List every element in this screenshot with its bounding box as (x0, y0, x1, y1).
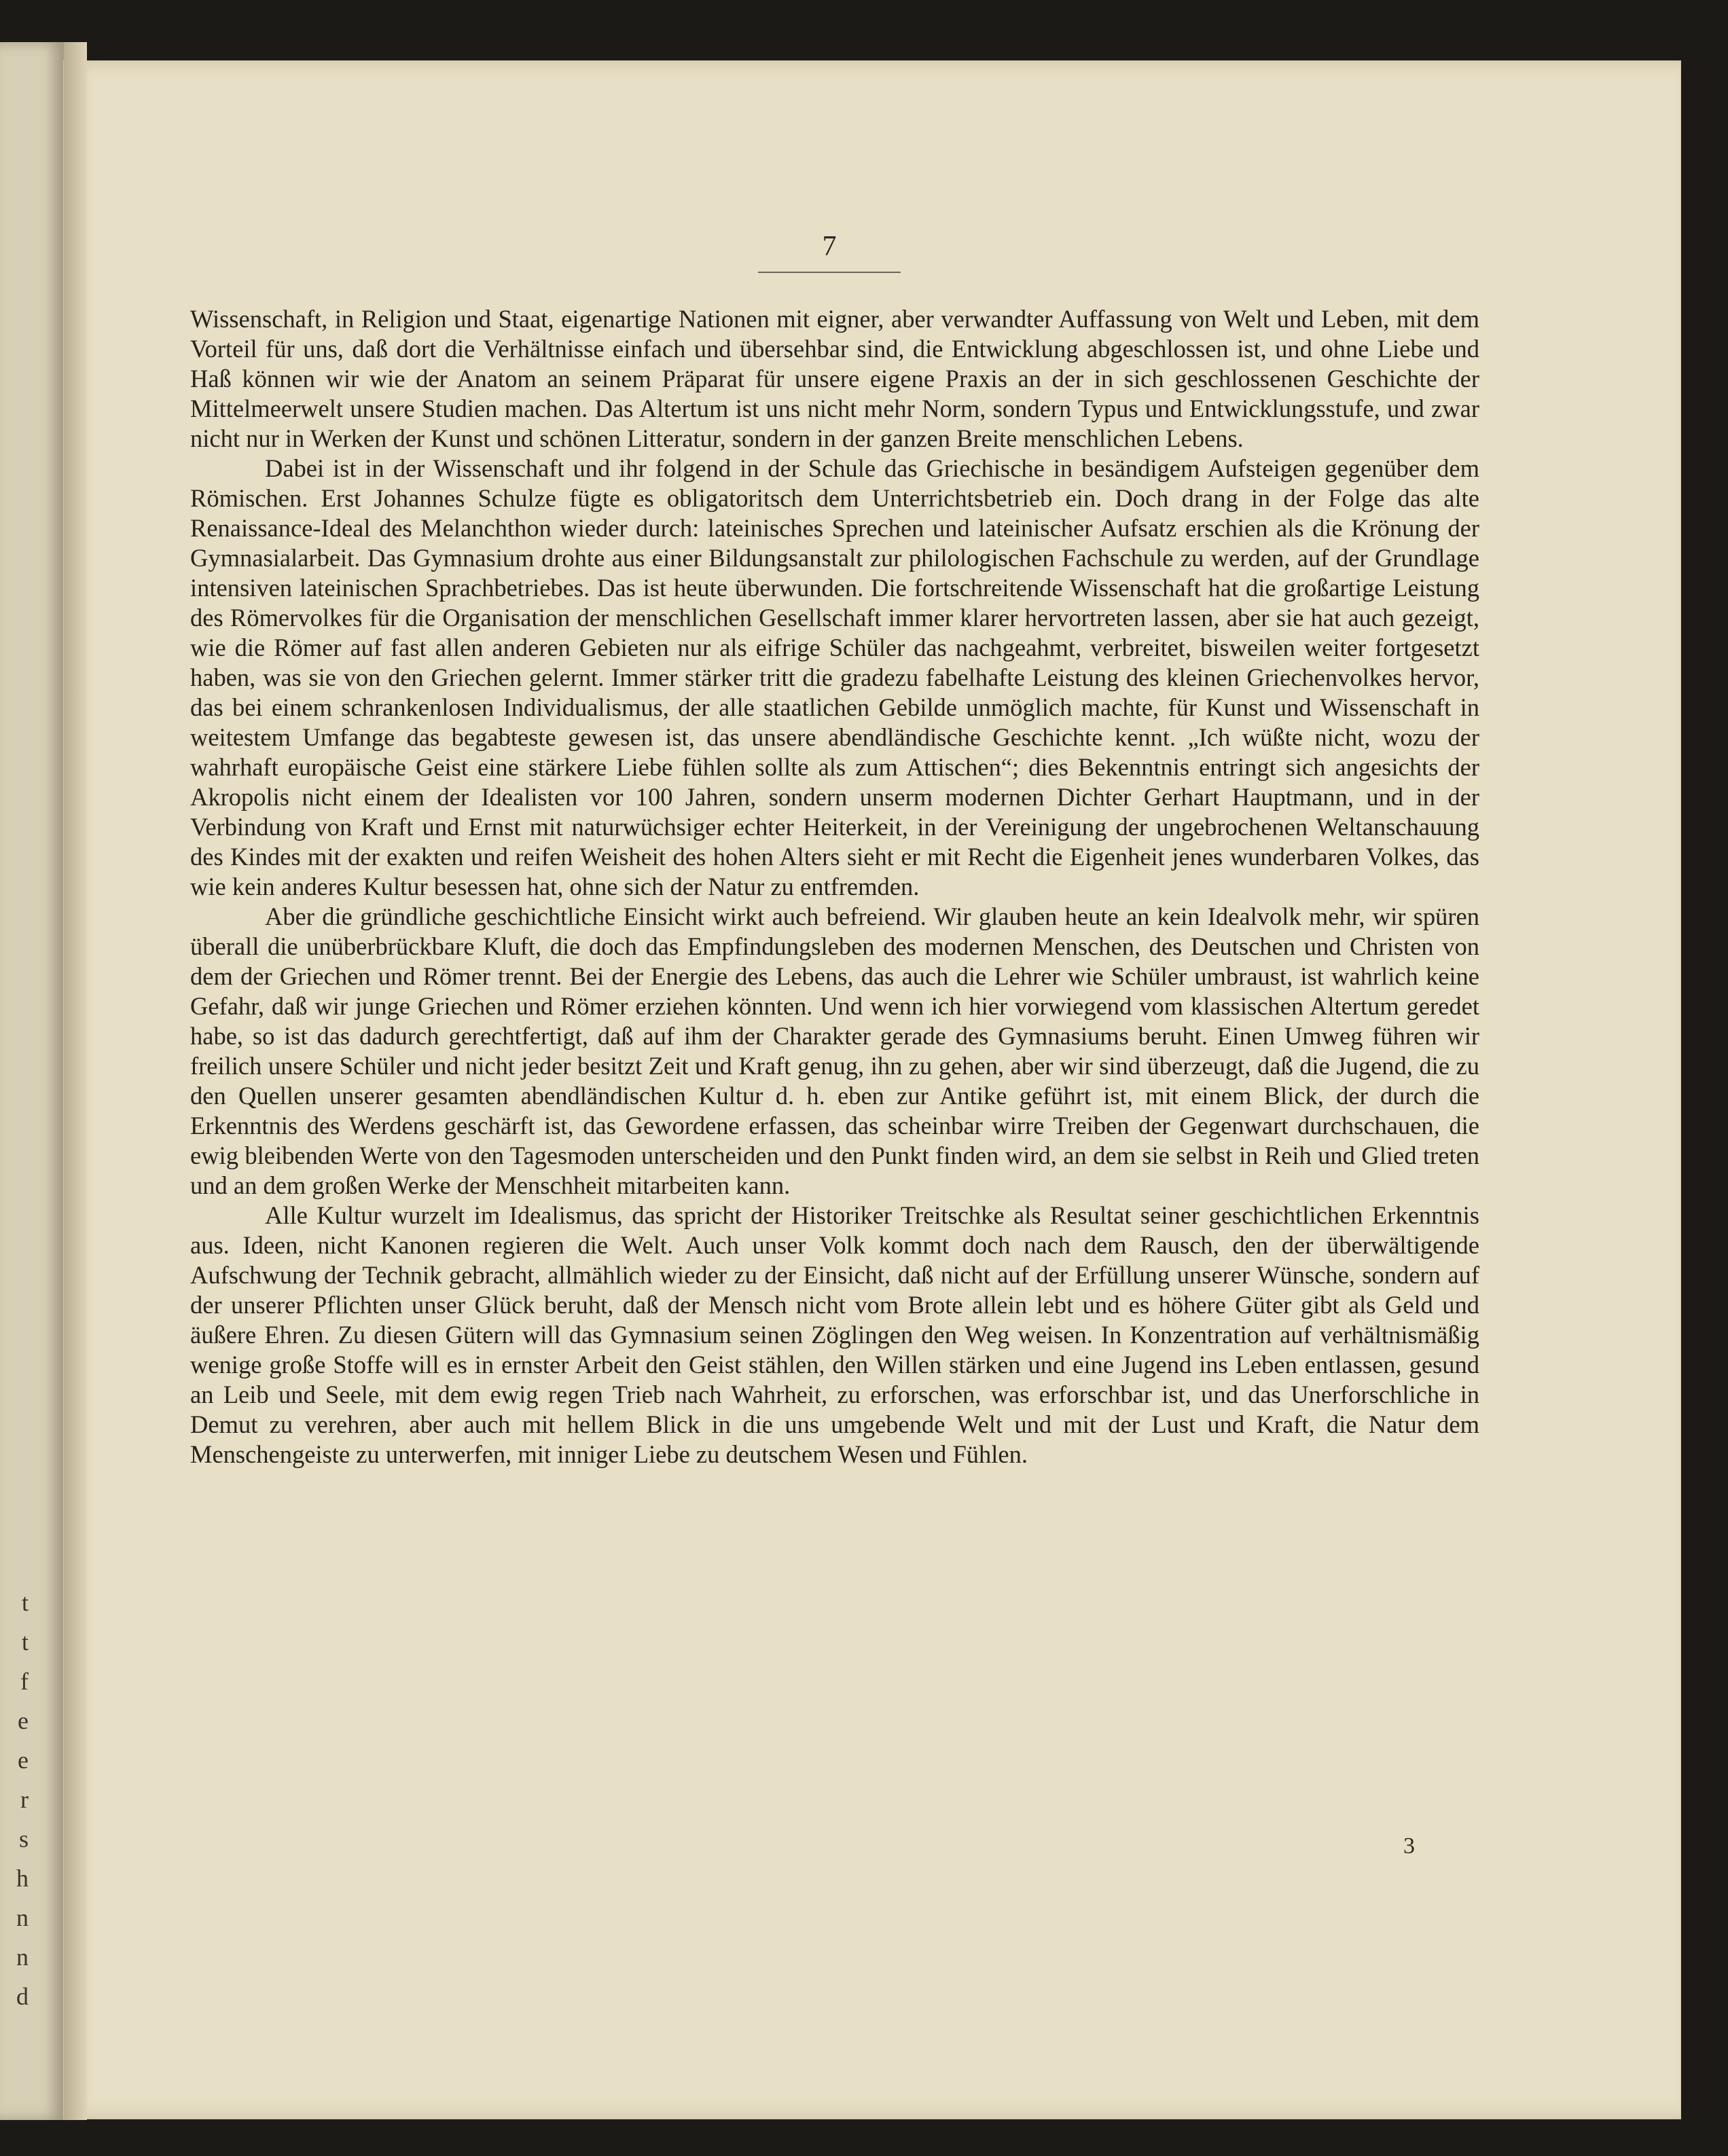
facing-letter: t (21, 1589, 29, 1616)
page-number: 7 (822, 231, 837, 262)
paragraph: Wissenschaft, in Religion und Staat, eigenartige Nationen mit eigner, aber verwandter Auffassung von Welt und Leben, mit dem Vorteil für uns, daß dort die Verhältnisse einfach und übersehbar sind, die Entwicklung abgeschlossen ist, und ohne Liebe und Haß können wir wie der Anatom an seinem Präparat für unsere eigene Praxis an der in sich geschlossenen Geschichte der Mittelmeerwelt unsere Studien machen. Das Altertum ist uns nicht mehr Norm, sondern Typus und Entwicklungsstufe, und zwar nicht nur in Werken der Kunst und schönen Litteratur, sondern in der ganzen Breite menschlichen Lebens. (190, 305, 1479, 452)
facing-letter: s (18, 1825, 29, 1852)
facing-letter: e (18, 1747, 29, 1774)
facing-letter: t (21, 1628, 29, 1656)
facing-letter: r (20, 1786, 29, 1813)
facing-page-letters (1, 1590, 29, 2009)
page-gutter (64, 42, 87, 2120)
facing-letter: n (16, 1943, 29, 1971)
facing-letter: n (16, 1904, 29, 1931)
page-header (751, 230, 907, 273)
facing-letter: f (20, 1668, 29, 1695)
facing-letter: d (16, 1983, 29, 2010)
paragraph: Aber die gründliche geschichtliche Einsicht wirkt auch befreiend. Wir glauben heute an kein Idealvolk mehr, wir spüren überall die unüberbrückbare Kluft, die doch das Empfindungsleben des modernen Menschen, des Deutschen und Christen von dem der Griechen und Römer trennt. Bei der Energie des Lebens, das auch die Lehrer wie Schüler umbraust, ist wahrlich keine Gefahr, daß wir junge Griechen und Römer erziehen könnten. Und wenn ich hier vorwiegend vom klassischen Altertum geredet habe, so ist das dadurch gerechtfertigt, daß auf ihm der Charakter gerade des Gymnasiums beruht. Einen Umweg führen wir freilich unsere Schüler und nicht jeder besitzt Zeit und Kraft genug, ihn zu gehen, aber wir sind überzeugt, daß die Jugend, die zu den Quellen unserer gesamten abendländischen Kultur d. h. eben zur Antike geführt ist, mit einem Blick, der durch die Erkenntnis des Werdens geschärft ist, das Gewordene erfassen, das scheinbar wirre Treiben der Gegenwart durchschauen, die ewig bleibenden Werte von den Tagesmoden unterscheiden und den Punkt finden wird, an dem sie selbst in Reih und Glied treten und an dem großen Werke der Menschheit mitarbeiten kann. (190, 902, 1479, 1199)
paragraph: Dabei ist in der Wissenschaft und ihr folgend in der Schule das Griechische in besändigem Aufsteigen gegenüber dem Römischen. Erst Johannes Schulze fügte es obligatoritsch dem Unterrichtsbetrieb ein. Doch drang in der Folge das alte Renaissance-Ideal des Melanchthon wieder durch: lateinisches Sprechen und lateinischer Aufsatz erschien als die Krönung der Gymnasialarbeit. Das Gymnasium drohte aus einer Bildungsanstalt zur philologischen Fachschule zu werden, auf der Grundlage intensiven lateinischen Sprachbetriebes. Das ist heute überwunden. Die fortschreitende Wissenschaft hat die großartige Leistung des Römervolkes für die Organisation der menschlichen Gesellschaft immer klarer hervortreten lassen, aber sie hat auch gezeigt, wie die Römer auf fast allen anderen Gebieten nur als eifrige Schüler das nachgeahmt, verbreitet, bisweilen weiter fortgesetzt haben, was sie von den Griechen gelernt. Immer stärker tritt die gradezu fabelhafte Leistung des kleinen Griechenvolkes hervor, das bei einem schrankenlosen Individualismus, der alle staatlichen Gebilde unmöglich machte, für Kunst und Wissenschaft in weitestem Umfange das begabteste gewesen ist, das unsere abendländische Geschichte kennt. „Ich wüßte nicht, wozu der wahrhaft europäische Geist eine stärkere Liebe fühlen sollte als zum Attischen“; dies Bekenntnis entringt sich angesichts der Akropolis nicht einem der Idealisten vor 100 Jahren, sondern unserm modernen Dichter Gerhart Hauptmann, und in der Verbindung von Kraft und Ernst mit naturwüchsiger echter Heiterkeit, in der Vereinigung der ungebrochenen Weltanschauung des Kindes mit der exakten und reifen Weisheit des hohen Alters sieht er mit Recht die Eigenheit jenes wunderbaren Volkes, das wie kein anderes Kultur besessen hat, ohne sich der Natur zu entfremden. (190, 454, 1479, 900)
signature-mark: 3 (1403, 1833, 1415, 1859)
facing-letter: e (18, 1707, 29, 1734)
header-rule (758, 272, 901, 273)
body-text (190, 304, 1479, 1469)
facing-letter: h (16, 1865, 29, 1892)
facing-page-edge (0, 42, 64, 2120)
paragraph: Alle Kultur wurzelt im Idealismus, das spricht der Historiker Treitschke als Resultat seiner geschichtlichen Erkenntnis aus. Ideen, nicht Kanonen regieren die Welt. Auch unser Volk kommt doch nach dem Rausch, den der überwältigende Aufschwung der Technik gebracht, allmählich wieder zu der Einsicht, daß nicht auf der Erfüllung unserer Wünsche, sondern auf der unserer Pflichten unser Glück beruht, daß der Mensch nicht vom Brote allein lebt und es höhere Güter gibt als Geld und äußere Ehren. Zu diesen Gütern will das Gymnasium seinen Zöglingen den Weg weisen. In Konzentration auf verhältnismäßig wenige große Stoffe will es in ernster Arbeit den Geist stählen, den Willen stärken und eine Jugend ins Leben entlassen, gesund an Leib und Seele, mit dem ewig regen Trieb nach Wahrheit, zu erforschen, was erforschbar ist, und das Unerforschliche in Demut zu verehren, aber auch mit hellem Blick in die uns umgebende Welt und mit der Lust und Kraft, die Natur dem Menschengeiste zu unterwerfen, mit inniger Liebe zu deutschem Wesen und Fühlen. (190, 1201, 1479, 1468)
